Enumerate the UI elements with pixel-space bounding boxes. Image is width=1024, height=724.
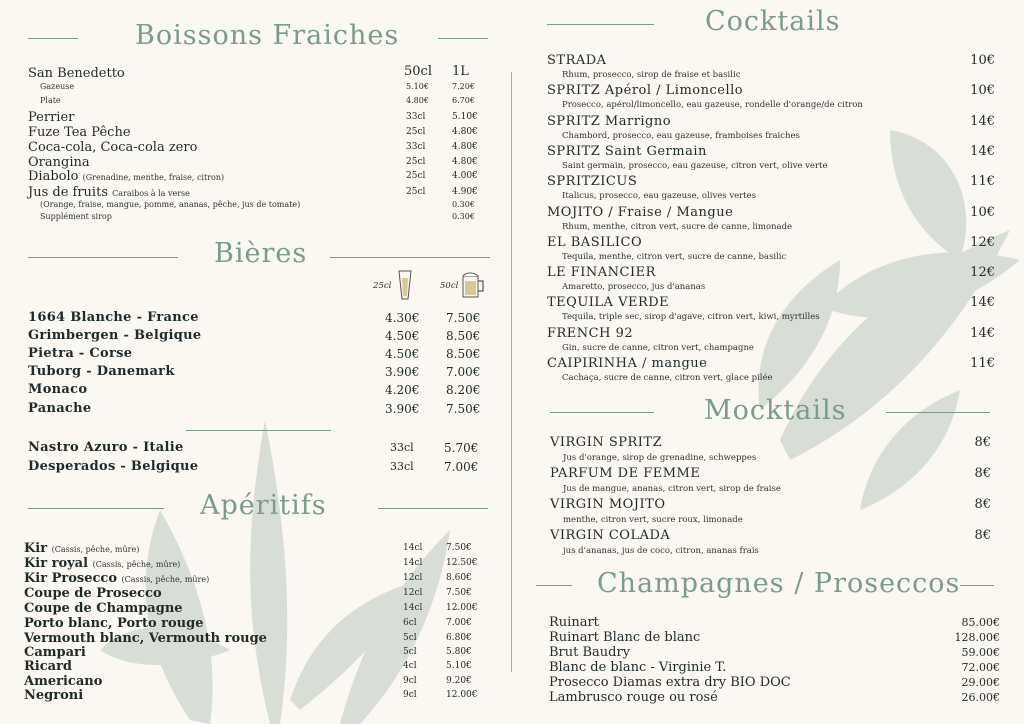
item-volume: 33cl — [406, 112, 426, 122]
menu-item — [40, 212, 112, 221]
item-volume: 5cl — [403, 647, 417, 657]
beer-item: 1664 Blanche - France — [28, 310, 199, 325]
beer-item: Panache — [28, 401, 92, 416]
item-name: Vermouth blanc, Vermouth rouge — [24, 631, 267, 646]
beer-item: Pietra - Corse — [28, 346, 133, 361]
champagne-price: 26.00€ — [961, 691, 1000, 704]
item-name: Perrier — [28, 110, 75, 125]
item-name: Plate — [40, 96, 61, 105]
cocktail-description: Italicus, prosecco, eau gazeuse, olives vertes — [562, 191, 757, 202]
item-name: Kir royal — [24, 556, 89, 571]
aperitif-item — [24, 631, 267, 646]
item-price-50cl: 8.50€ — [446, 347, 481, 361]
menu-item — [28, 110, 74, 125]
aperitif-item — [24, 541, 139, 556]
item-name: Campari — [24, 645, 86, 660]
menu-item — [28, 125, 131, 140]
beer-item: Tuborg - Danemark — [28, 364, 175, 379]
mocktail-description: Jus d'orange, sirop de grenadine, schweppes — [563, 453, 757, 463]
champagne-name: Lambrusco rouge ou rosé — [549, 690, 718, 705]
bieres-separator — [186, 430, 331, 431]
item-volume: 4.80€ — [406, 96, 429, 105]
aperitif-item — [24, 586, 162, 601]
cocktail-name: SPRITZ Marrigno — [547, 113, 672, 129]
cocktail-description: Cachaça, sucre de canne, citron vert, glace pilée — [562, 373, 773, 383]
item-price-50cl: 8.20€ — [446, 383, 481, 397]
cocktail-price: 14€ — [970, 143, 995, 159]
item-volume: 33cl — [406, 142, 426, 152]
item-volume: 12cl — [403, 573, 423, 583]
item-volume: 25cl — [406, 127, 426, 137]
item-name: Ricard — [24, 659, 73, 674]
title-rule-left — [28, 38, 78, 39]
item-price: 5.80€ — [446, 647, 472, 657]
item-name: Negroni — [24, 688, 84, 703]
section-title-aperitifs: Apéritifs — [200, 490, 327, 521]
cocktail-name: CAIPIRINHA / mangue — [547, 356, 708, 371]
champagne-name: Ruinart — [549, 615, 599, 630]
item-volume: 33cl — [390, 441, 414, 454]
cocktail-price: 14€ — [970, 113, 995, 129]
item-name: San Benedetto — [28, 66, 125, 81]
item-name: Americano — [24, 674, 103, 689]
bieres-col-50cl: 50cl — [440, 281, 459, 291]
cocktail-price: 14€ — [970, 325, 995, 341]
cocktail-description: Tequila, menthe, citron vert, sucre de canne, basilic — [562, 251, 787, 262]
item-volume: 5cl — [403, 633, 417, 643]
title-rule-left — [536, 585, 572, 586]
section-title-cocktails: Cocktails — [705, 6, 841, 37]
champagne-price: 72.00€ — [961, 661, 1000, 674]
aperitif-item — [24, 645, 86, 660]
champagne-price: 85.00€ — [961, 616, 1000, 629]
menu-item — [40, 200, 300, 209]
item-note: (Cassis, pêche, mûre) — [92, 560, 181, 569]
item-volume: 9cl — [403, 690, 417, 700]
item-name: Kir Prosecco — [24, 571, 117, 586]
title-rule-right — [330, 257, 490, 258]
mocktail-name: VIRGIN MOJITO — [550, 497, 666, 512]
item-price: 0.30€ — [452, 212, 475, 221]
mocktail-name: PARFUM DE FEMME — [550, 466, 701, 481]
cocktail-price: 11€ — [970, 174, 995, 190]
menu-item — [28, 169, 224, 184]
item-note: (Cassis, pêche, mûre) — [121, 575, 210, 584]
cocktail-description: Amaretto, prosecco, jus d'ananas — [562, 282, 706, 293]
item-name: Coca-cola, Coca-cola zero — [28, 140, 198, 155]
cocktail-price: 12€ — [970, 234, 995, 250]
item-note: (Grenadine, menthe, fraise, citron) — [82, 173, 225, 182]
boissons-col-50cl: 50cl — [404, 64, 432, 79]
menu-item — [40, 96, 61, 105]
item-name: Kir — [24, 541, 48, 556]
item-price-25cl: 4.30€ — [385, 311, 420, 325]
item-price: 12.00€ — [446, 690, 478, 700]
item-price-25cl: 4.50€ — [385, 347, 420, 361]
item-name: Diabolo — [28, 169, 79, 184]
item-name: Fuze Tea Pêche — [28, 125, 131, 140]
item-price: 7.50€ — [446, 588, 472, 598]
cocktail-price: 12€ — [970, 265, 995, 281]
item-name: Coupe de Champagne — [24, 601, 183, 616]
menu-item — [28, 155, 90, 170]
cocktail-name: SPRITZICUS — [547, 174, 638, 190]
section-title-boissons: Boissons Fraiches — [135, 20, 400, 51]
title-rule-right — [438, 38, 488, 39]
item-price: 6.80€ — [446, 633, 472, 643]
cocktail-description: Chambord, prosecco, eau gazeuse, framboises fraiches — [562, 130, 800, 141]
item-price: 6.70€ — [452, 96, 475, 105]
title-rule-left — [28, 257, 178, 258]
item-volume: 25cl — [406, 157, 426, 167]
item-price: 5.70€ — [444, 441, 479, 455]
item-price: 4.80€ — [452, 157, 478, 167]
item-price: 4.80€ — [452, 127, 478, 137]
cocktail-price: 10€ — [970, 53, 995, 68]
boissons-col-1l: 1L — [452, 64, 469, 79]
item-price: 7.50€ — [446, 543, 472, 553]
title-rule-left — [28, 508, 164, 509]
item-price: 12.00€ — [446, 603, 478, 613]
item-volume: 9cl — [403, 676, 417, 686]
menu-item — [40, 82, 74, 91]
cocktail-name: FRENCH 92 — [547, 325, 634, 341]
item-price: 7.00€ — [446, 618, 472, 628]
aperitif-item — [24, 571, 209, 586]
aperitif-item — [24, 616, 204, 631]
item-name: (Orange, fraise, mangue, pomme, ananas, pêche, jus de tomate) — [40, 200, 301, 209]
cocktail-description: Gin, sucre de canne, citron vert, champagne — [562, 342, 754, 353]
item-name: Coupe de Prosecco — [24, 586, 162, 601]
cocktail-name: SPRITZ Saint Germain — [547, 143, 707, 159]
item-price-50cl: 7.50€ — [446, 311, 481, 325]
cocktail-name: MOJITO / Fraise / Mangue — [547, 204, 734, 220]
item-volume: 25cl — [406, 187, 426, 197]
bieres-col-25cl: 25cl — [373, 281, 392, 291]
mocktail-name: VIRGIN SPRITZ — [550, 435, 663, 450]
item-volume: 33cl — [390, 460, 414, 473]
item-name: Gazeuse — [40, 82, 75, 91]
cocktail-name: EL BASILICO — [547, 234, 643, 250]
item-volume: 5.10€ — [406, 82, 429, 91]
item-name: Jus de fruits — [28, 185, 108, 200]
mocktail-price: 8€ — [974, 466, 991, 481]
item-price: 5.10€ — [452, 112, 478, 122]
menu-item — [28, 66, 125, 81]
cocktail-name: TEQUILA VERDE — [547, 295, 670, 311]
cocktail-price: 10€ — [970, 83, 995, 99]
title-rule-right — [378, 508, 488, 509]
beer-bottle-item: Desperados - Belgique — [28, 459, 199, 474]
item-volume: 6cl — [403, 618, 417, 628]
section-title-champagnes: Champagnes / Proseccos — [597, 568, 961, 599]
item-volume: 14cl — [403, 558, 423, 568]
item-price: 7.00€ — [444, 460, 479, 474]
aperitif-item — [24, 674, 102, 689]
cocktail-name: LE FINANCIER — [547, 265, 656, 281]
item-price-25cl: 3.90€ — [385, 365, 420, 379]
beer-mug-icon — [462, 272, 486, 298]
mocktail-price: 8€ — [974, 497, 991, 512]
page-divider — [511, 72, 512, 672]
item-name: Supplément sirop — [40, 212, 112, 221]
mocktail-description: Jus de mangue, ananas, citron vert, sirop de fraise — [563, 484, 781, 494]
item-note: Caraibos à la verse — [112, 189, 190, 198]
item-price-50cl: 8.50€ — [446, 329, 481, 343]
champagne-price: 29.00€ — [961, 676, 1000, 689]
champagne-name: Ruinart Blanc de blanc — [549, 630, 701, 645]
item-volume: 4cl — [403, 661, 417, 671]
item-price: 9.20€ — [446, 676, 472, 686]
beer-bottle-item: Nastro Azuro - Italie — [28, 440, 184, 455]
title-rule-left — [550, 412, 654, 413]
section-title-bieres: Bières — [214, 238, 308, 269]
aperitif-item — [24, 601, 183, 616]
item-volume: 12cl — [403, 588, 423, 598]
item-price: 7.20€ — [452, 82, 475, 91]
cocktail-description: Rhum, menthe, citron vert, sucre de canne, limonade — [562, 221, 793, 232]
menu-item — [28, 185, 190, 200]
item-note: (Cassis, pêche, mûre) — [51, 545, 140, 554]
champagne-name: Brut Baudry — [549, 645, 631, 660]
cocktail-price: 11€ — [970, 356, 995, 371]
item-price: 5.10€ — [446, 661, 472, 671]
cocktail-description: Prosecco, apérol/limoncello, eau gazeuse, rondelle d'orange/de citron — [562, 100, 863, 111]
champagne-price: 128.00€ — [954, 631, 1000, 644]
aperitif-item — [24, 688, 83, 703]
item-price-25cl: 3.90€ — [385, 402, 420, 416]
aperitif-item — [24, 659, 72, 674]
cocktail-name: SPRITZ Apérol / Limoncello — [547, 83, 744, 99]
item-volume: 14cl — [403, 543, 423, 553]
title-rule-right — [886, 412, 990, 413]
aperitif-item — [24, 556, 180, 571]
beer-item: Grimbergen - Belgique — [28, 328, 202, 343]
item-price: 4.00€ — [452, 171, 478, 181]
title-rule-right — [960, 585, 994, 586]
cocktail-price: 10€ — [970, 204, 995, 220]
item-volume: 14cl — [403, 603, 423, 613]
mocktail-description: menthe, citron vert, sucre roux, limonade — [563, 515, 743, 525]
item-price: 4.80€ — [452, 142, 478, 152]
cocktail-description: Rhum, prosecco, sirop de fraise et basilic — [562, 70, 741, 80]
cocktail-description: Tequila, triple sec, sirop d'agave, citron vert, kiwi, myrtilles — [562, 312, 820, 323]
mocktail-name: VIRGIN COLADA — [550, 528, 671, 543]
item-price: 8.60€ — [446, 573, 472, 583]
item-price: 12.50€ — [446, 558, 478, 568]
champagne-name: Prosecco Diamas extra dry BIO DOC — [549, 675, 791, 690]
mocktail-price: 8€ — [974, 435, 991, 450]
item-price-25cl: 4.20€ — [385, 383, 420, 397]
title-rule-left — [547, 24, 654, 25]
menu-item — [28, 140, 197, 155]
mocktail-description: jus d'ananas, jus de coco, citron, ananas frais — [563, 546, 759, 556]
mocktail-price: 8€ — [974, 528, 991, 543]
pint-glass-icon — [398, 270, 412, 300]
item-price: 0.30€ — [452, 200, 475, 209]
champagne-name: Blanc de blanc - Virginie T. — [549, 660, 727, 675]
item-price: 4.90€ — [452, 187, 478, 197]
section-title-mocktails: Mocktails — [704, 395, 847, 426]
beer-item: Monaco — [28, 382, 88, 397]
item-volume: 25cl — [406, 171, 426, 181]
champagne-price: 59.00€ — [961, 646, 1000, 659]
item-name: Porto blanc, Porto rouge — [24, 616, 204, 631]
item-price-50cl: 7.00€ — [446, 365, 481, 379]
cocktail-price: 14€ — [970, 295, 995, 311]
item-name: Orangina — [28, 155, 90, 170]
cocktail-description: Saint germain, prosecco, eau gazeuse, citron vert, olive verte — [562, 160, 828, 171]
item-price-50cl: 7.50€ — [446, 402, 481, 416]
item-price-25cl: 4.50€ — [385, 329, 420, 343]
cocktail-name: STRADA — [547, 53, 607, 68]
